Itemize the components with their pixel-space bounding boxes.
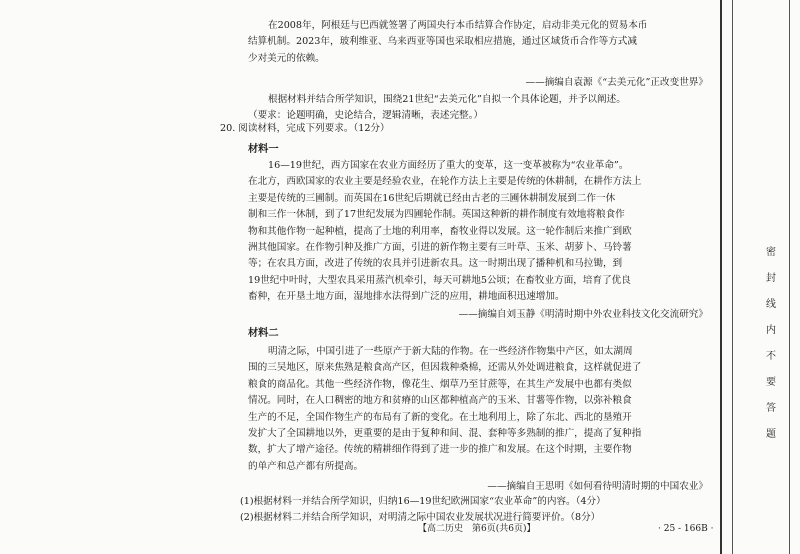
- material1-line: 物和其他作物一起种植，提高了土地的利用率，畜牧业得以发展。这一轮作制后来推广到欧: [248, 225, 632, 237]
- intro-paragraph: [248, 18, 708, 67]
- material2-line: 粮食的商品化。其他一些经济作物，像花生、烟草乃至甘蔗等，在其生产发展中也都有类似: [248, 378, 632, 390]
- material2-line: 生产的不足，全国作物生产的布局有了新的变化。在土地利用上，除了东北、西北的垦殖开: [248, 411, 632, 423]
- material2-line: 围的三吴地区，原来焦熟是粮食高产区，但因栽种桑棉，还需从外处调进粮食，这样就促进了: [248, 362, 642, 374]
- material1-line: 等；在农具方面，改进了传统的农具并引进新农具。这一时期出现了播种机和马拉锄，到: [248, 258, 623, 270]
- material2-line: 发扩大了全国耕地以外，更重要的是由于复种和间、混、套种等多熟制的推广，提高了复种指: [248, 428, 642, 440]
- seal-char: 封: [766, 273, 776, 284]
- q20-item: (2)根据材料二并结合所学知识，对明清之际中国农业发展状况进行简要评价。（8分）: [240, 512, 601, 524]
- q20-title: 20. 阅读材料，完成下列要求。（12分）: [220, 123, 390, 134]
- seal-line-sidebar: [720, 0, 800, 554]
- intro-line: 少对美元的依赖。: [248, 52, 325, 64]
- seal-char: 要: [766, 377, 776, 388]
- q19-line: 根据材料并结合所学知识，围绕21世纪“去美元化”自拟一个具体论题，并予以阐述。: [268, 94, 626, 105]
- material1-source: ——摘编自刘玉静《明清时期中外农业科技文化交流研究》: [458, 309, 708, 320]
- material2-source: ——摘编自王思明《如何看待明清时期的中国农业》: [487, 481, 708, 492]
- q19-line: （要求：论题明确，史论结合，逻辑清晰，表述完整。）: [248, 110, 484, 122]
- seal-char: 答: [766, 403, 776, 414]
- seal-char: 线: [766, 299, 776, 310]
- material1-body: [248, 158, 708, 306]
- page-footer: 【高二历史 第6页(共6页)】: [418, 524, 536, 534]
- material1-title: 材料一: [248, 143, 279, 155]
- material2-body: [248, 344, 708, 475]
- material2-line: 数，扩大了增产途径。传统的精耕细作得到了进一步的推广和发展。在这个时期，主要作物: [248, 444, 632, 456]
- intro-source: ——摘编自袁源《“去美元化”正改变世界》: [525, 77, 708, 88]
- material2-title: 材料二: [248, 327, 279, 339]
- material1-line: 畜种，在开垦土地方面，湿地排水法得到广泛的应用，耕地面积迅速增加。: [248, 291, 565, 303]
- intro-line: 结算机制。2023年，玻利维亚、乌来西亚等国也采取相应措施，通过区域货币合作等方式减: [248, 36, 637, 48]
- intro-line: 在2008年，阿根廷与巴西就签署了两国央行本币结算合作协定，启动非美元化的贸易本币: [268, 20, 648, 31]
- q19-prompt: [248, 92, 708, 125]
- seal-char: 内: [766, 325, 776, 336]
- material1-line: 16—19世纪，西方国家在农业方面经历了重大的变革，这一变革被称为“农业革命”。: [268, 160, 629, 171]
- material1-line: 主要是传统的三圃制。而英国在16世纪后期就已经由古老的三圃休耕制发展到二作一休: [248, 192, 616, 204]
- exam-code: · 25 - 166B ·: [658, 524, 714, 534]
- material1-line: 19世纪中叶时，大型农具采用蒸汽机牵引，每天可耕地5公顷；在畜牧业方面，培育了优良: [248, 274, 631, 286]
- seal-char: 不: [766, 351, 776, 362]
- material1-line: 洲其他国家。在作物引种及推广方面，引进的新作物主要有三叶草、玉米、胡萝卜、马铃薯: [248, 242, 632, 254]
- seal-char: 题: [766, 429, 776, 440]
- q20-item: (1)根据材料一并结合所学知识，归纳16—19世纪欧洲国家“农业革命”的内容。（4分）: [240, 496, 606, 507]
- seal-line-strip: [732, 0, 790, 554]
- seal-line-notice: [761, 240, 781, 448]
- material1-line: 制和三作一休制，到了17世纪发展为四圃轮作制。英国这种新的耕作制度有效地将粮食作: [248, 209, 625, 221]
- seal-char: 密: [766, 247, 776, 258]
- material2-line: 情况。同时，在人口稠密的地方和贫瘠的山区都种植高产的玉米、甘薯等作物，以弥补粮食: [248, 395, 632, 407]
- material1-line: 在北方，西欧国家的农业主要是经验农业，在轮作方法上主要是传统的休耕制，在耕作方法上: [248, 176, 642, 188]
- material2-line: 的单产和总产都有所提高。: [248, 460, 364, 472]
- material2-line: 明清之际，中国引进了一些原产于新大陆的作物。在一些经济作物集中产区，如太湖周: [268, 346, 633, 357]
